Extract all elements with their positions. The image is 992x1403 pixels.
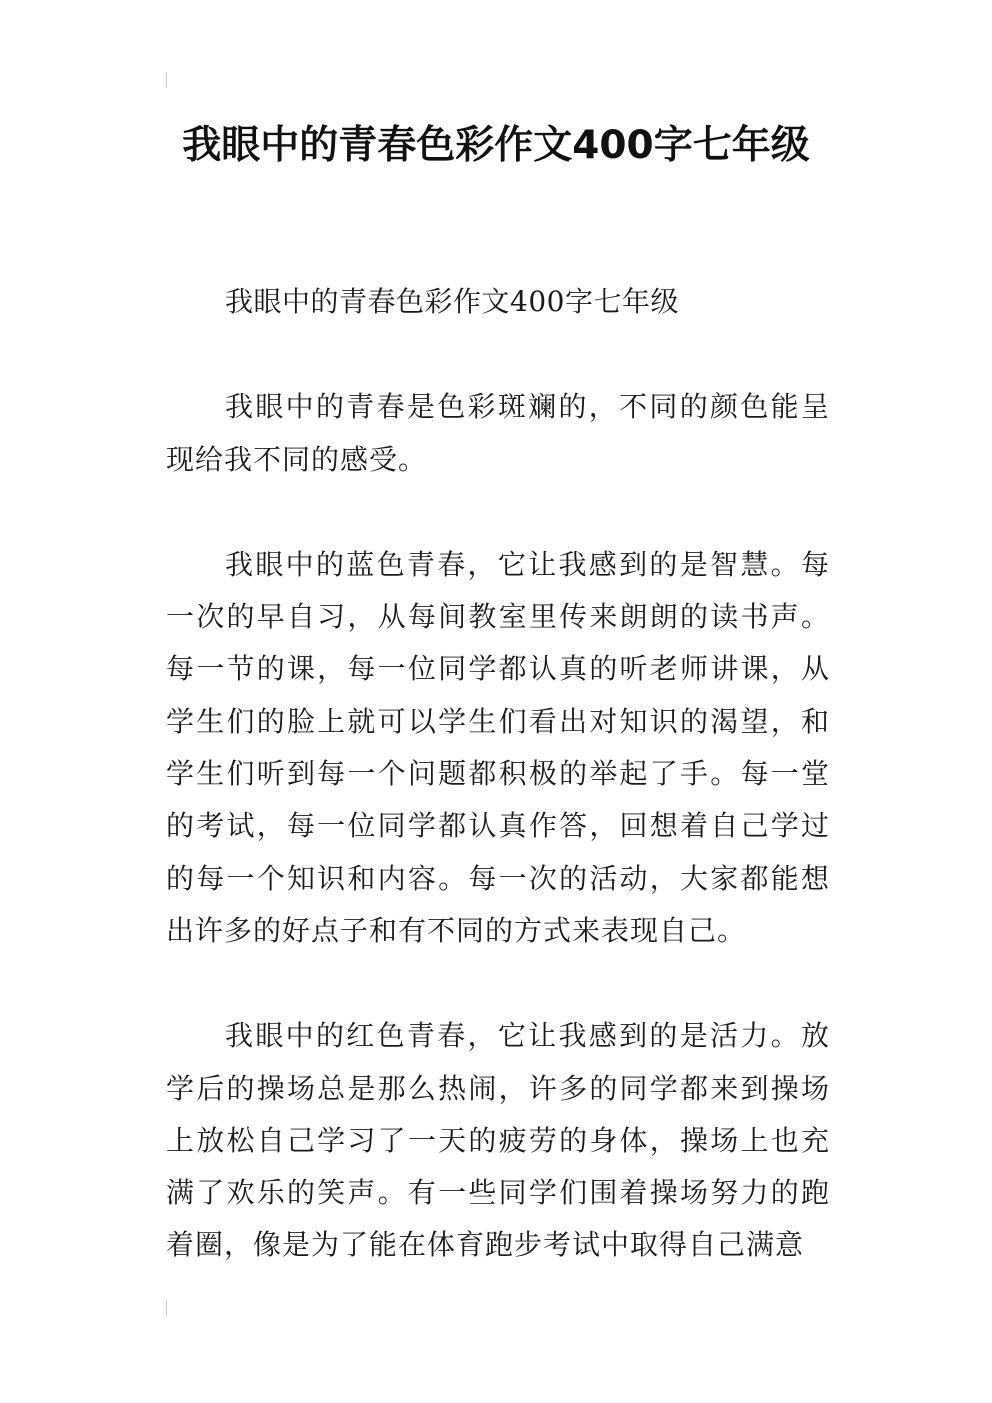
paragraph-subtitle: 我眼中的青春色彩作文400字七年级 [225,285,679,318]
document-body [166,276,830,1272]
crop-mark-top [166,72,167,88]
crop-mark-bottom [166,1300,167,1316]
paragraph-red-youth: 我眼中的红色青春，它让我感到的是活力。放学后的操场总是那么热闹，许多的同学都来到操场上放松自己学习了一天的疲劳的身体，操场上也充满了欢乐的笑声。有一些同学们围着操场努力的跑着圈，像是为了能在体育跑步考试中取得自己满意 [166,1019,830,1262]
paragraph-blue-youth: 我眼中的蓝色青春，它让我感到的是智慧。每一次的早自习，从每间教室里传来朗朗的读书声。每一节的课，每一位同学都认真的听老师讲课，从学生们的脸上就可以学生们看出对知识的渴望，和学生们听到每一个问题都积极的举起了手。每一堂的考试，每一位同学都认真作答，回想着自己学过的每一个知识和内容。每一次的活动，大家都能想出许多的好点子和有不同的方式来表现自己。 [166,547,830,947]
document-title: 我眼中的青春色彩作文400字七年级 [182,123,810,168]
paragraph-intro: 我眼中的青春是色彩斑斓的，不同的颜色能呈现给我不同的感受。 [166,390,830,476]
